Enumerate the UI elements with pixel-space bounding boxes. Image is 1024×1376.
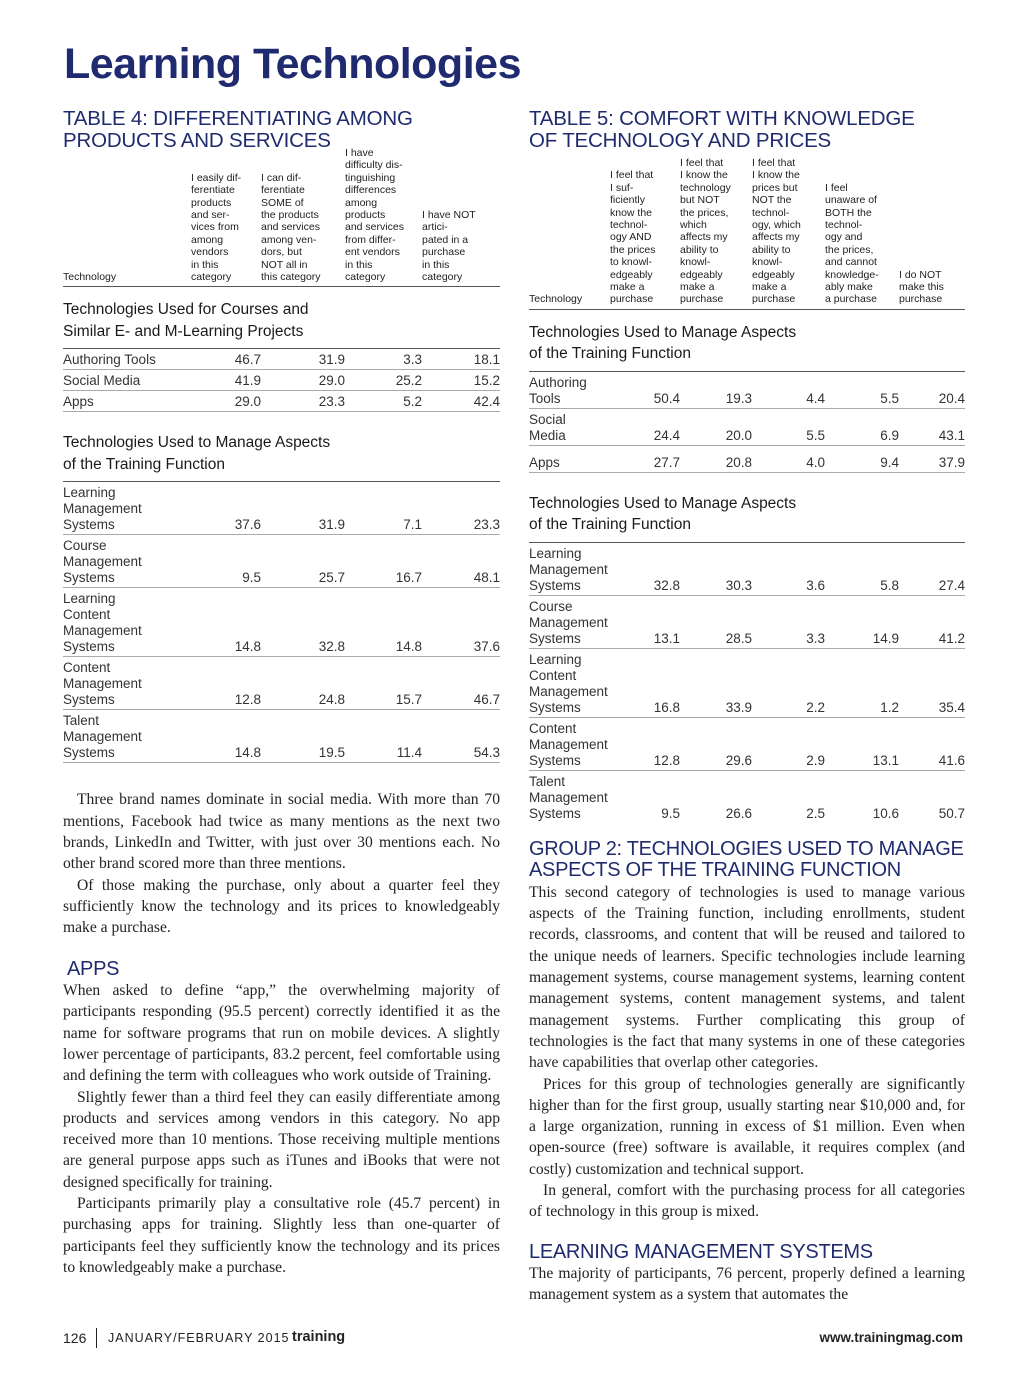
- cell: 12.8: [653, 752, 680, 768]
- cell: 5.5: [880, 390, 899, 406]
- cell: 3.3: [806, 630, 825, 646]
- paragraph: Prices for this group of technologies generally are significantly higher than for the first group, usually starting near $10,000 and, for a large organization, running in excess of $1 million. Even when open-source (free) software is available, it requires complex (and costly) customization and technical support.: [529, 1075, 965, 1178]
- table-4-header-difficulty: I have difficulty dis- tinguishing differences among products and services from differ- ent vendors in this category: [345, 147, 404, 284]
- row-label: Talent Management Systems: [63, 713, 142, 761]
- cell: 54.3: [473, 745, 500, 761]
- cell: 9.5: [242, 570, 261, 586]
- cell: 24.8: [318, 692, 345, 708]
- page-footer: [63, 1328, 963, 1352]
- paragraph: When asked to define “app,” the overwhelming majority of participants responding (95.5 percent) correctly identified it as the name for software programs that run on mobile devices. A slightly lower percentage of participants, 83.2 percent, feel comfortable using and defining the term with colleagues who work outside of Training.: [63, 982, 500, 1085]
- cell: 19.5: [318, 745, 345, 761]
- left-body-text: [63, 789, 500, 1278]
- cell: 33.9: [725, 699, 752, 715]
- cell: 46.7: [234, 352, 261, 368]
- row-label: Apps: [529, 454, 560, 470]
- table-5-header-know-both: I feel that I suf- ficiently know the technol- ogy AND the prices to knowl- edgeably make a purchase: [610, 169, 656, 306]
- cell: 23.3: [318, 394, 345, 410]
- cell: 23.3: [473, 517, 500, 533]
- cell: 4.4: [806, 390, 825, 406]
- table-row: [529, 771, 965, 823]
- cell: 7.1: [403, 517, 422, 533]
- cell: 20.0: [725, 427, 752, 443]
- footer-divider: [96, 1328, 97, 1348]
- table-5-header-technology: Technology: [529, 293, 583, 306]
- table-4-title: TABLE 4: DIFFERENTIATING AMONG PRODUCTS AND SERVICES: [63, 107, 413, 152]
- cell: 29.0: [234, 394, 261, 410]
- cell: 37.6: [234, 517, 261, 533]
- cell: 2.5: [806, 805, 825, 821]
- table-row: [63, 588, 500, 657]
- cell: 3.6: [806, 577, 825, 593]
- table-5-header-know-prices: I feel that I know the prices but NOT the technol- ogy, which affects my ability to knowl- edgeably make a purchase: [752, 157, 801, 306]
- lms-heading: LEARNING MANAGEMENT SYSTEMS: [529, 1240, 873, 1263]
- cell: 24.4: [653, 427, 680, 443]
- table-row: [63, 391, 500, 412]
- table-row: [529, 718, 965, 771]
- table-row: [529, 372, 965, 409]
- cell: 2.2: [806, 699, 825, 715]
- cell: 13.1: [872, 752, 899, 768]
- table-5-title: TABLE 5: COMFORT WITH KNOWLEDGE OF TECHNOLOGY AND PRICES: [529, 107, 915, 152]
- apps-heading: APPS: [67, 957, 120, 980]
- cell: 3.3: [403, 352, 422, 368]
- cell: 41.9: [234, 373, 261, 389]
- table-5-header-know-tech: I feel that I know the technology but NOT the prices, which affects my ability to knowl- edgeably make a purchase: [680, 157, 731, 306]
- table-4-header-not-participated: I have NOT artici- pated in a purchase in this category: [422, 209, 476, 284]
- row-label: Content Management Systems: [529, 720, 608, 768]
- table-row: [63, 535, 500, 588]
- cell: 14.8: [234, 639, 261, 655]
- cell: 35.4: [938, 699, 965, 715]
- table-row: [529, 446, 965, 473]
- cell: 25.2: [395, 373, 422, 389]
- row-label: Learning Content Management Systems: [529, 651, 608, 715]
- cell: 43.1: [938, 427, 965, 443]
- table-row: [529, 596, 965, 649]
- cell: 18.1: [473, 352, 500, 368]
- table-4-header-some: I can dif- ferentiate SOME of the products and services among ven- dors, but NOT all in this category: [261, 171, 321, 284]
- cell: 14.9: [872, 630, 899, 646]
- right-column: [529, 108, 965, 1306]
- cell: 20.4: [938, 390, 965, 406]
- row-label: Learning Management Systems: [63, 485, 142, 533]
- cell: 37.6: [473, 639, 500, 655]
- paragraph: Participants primarily play a consultative role (45.7 percent) in purchasing apps for training. Slightly less than one-quarter of participants feel they sufficiently know the technology and its prices to knowledgeably make a purchase.: [63, 1195, 500, 1276]
- paragraph: This second category of technologies is used to manage various aspects of the Training function, including enrollments, student records, classrooms, and content that will be reused and tailored to the unique needs of learners. Specific technologies include learning management systems, course management systems, learning content management systems, content management systems, and talent management systems. Further complicating this group of technologies is the fact that many systems in one of these categories have capabilities that overlap other categories.: [529, 883, 965, 1072]
- table-row: [63, 710, 500, 763]
- cell: 20.8: [725, 454, 752, 470]
- paragraph: In general, comfort with the purchasing process for all categories of technology in this group is mixed.: [529, 1182, 965, 1221]
- cell: 29.0: [318, 373, 345, 389]
- table-5-section-2-title: Technologies Used to Manage Aspects of the Training Function: [529, 493, 965, 543]
- row-label: Talent Management Systems: [529, 773, 608, 821]
- table-row: [529, 649, 965, 718]
- cell: 14.8: [395, 639, 422, 655]
- row-label: Apps: [63, 394, 94, 410]
- cell: 15.2: [473, 373, 500, 389]
- table-row: [529, 543, 965, 596]
- cell: 6.9: [880, 427, 899, 443]
- row-label: Course Management Systems: [529, 598, 608, 646]
- cell: 5.8: [880, 577, 899, 593]
- table-row: [529, 409, 965, 446]
- table-4-header-easily: I easily dif- ferentiate products and ser- vices from among vendors in this category: [191, 171, 242, 284]
- cell: 27.4: [938, 577, 965, 593]
- table-row: [63, 657, 500, 710]
- cell: 32.8: [653, 577, 680, 593]
- issue-date: JANUARY/FEBRUARY 2015: [108, 1331, 290, 1345]
- cell: 41.2: [938, 630, 965, 646]
- row-label: Content Management Systems: [63, 660, 142, 708]
- cell: 2.9: [806, 752, 825, 768]
- magazine-brand: training: [292, 1329, 346, 1345]
- row-label: Authoring Tools: [63, 352, 156, 368]
- cell: 28.5: [725, 630, 752, 646]
- cell: 29.6: [725, 752, 752, 768]
- cell: 48.1: [473, 570, 500, 586]
- page-number: 126: [63, 1330, 87, 1346]
- row-label: Social Media: [529, 411, 566, 443]
- row-label: Authoring Tools: [529, 374, 587, 406]
- cell: 5.2: [403, 394, 422, 410]
- cell: 41.6: [938, 752, 965, 768]
- cell: 25.7: [318, 570, 345, 586]
- cell: 9.5: [661, 805, 680, 821]
- table-5-header-no-purchase: I do NOT make this purchase: [899, 268, 944, 306]
- table-4: [63, 108, 500, 763]
- table-5-header: [529, 157, 965, 310]
- cell: 16.7: [395, 570, 422, 586]
- paragraph: Three brand names dominate in social media. With more than 70 mentions, Facebook had twice as many mentions as the next two brands, LinkedIn and Twitter, with just over 30 mentions each. No other brand scored more than three mentions.: [63, 791, 500, 873]
- table-4-section-1-title: Technologies Used for Courses and Similar E- and M-Learning Projects: [63, 299, 500, 349]
- paragraph: Slightly fewer than a third feel they can easily differentiate among products and services among vendors in this category. No app received more than 10 mentions. Those receiving multiple mentions are general purpose apps such as iTunes and iBooks that were not designed specifically for training.: [63, 1088, 500, 1191]
- row-label: Course Management Systems: [63, 538, 142, 586]
- website-url: www.trainingmag.com: [819, 1330, 963, 1345]
- cell: 4.0: [806, 454, 825, 470]
- cell: 26.6: [725, 805, 752, 821]
- cell: 50.4: [653, 390, 680, 406]
- paragraph: Of those making the purchase, only about a quarter feel they sufficiently know the technology and its prices to knowledgeably make a purchase.: [63, 876, 500, 937]
- cell: 50.7: [938, 805, 965, 821]
- cell: 27.7: [653, 454, 680, 470]
- table-row: [63, 370, 500, 391]
- cell: 16.8: [653, 699, 680, 715]
- cell: 19.3: [725, 390, 752, 406]
- cell: 15.7: [395, 692, 422, 708]
- table-row: [63, 349, 500, 370]
- paragraph: The majority of participants, 76 percent, properly defined a learning management system as a system that automates the: [529, 1265, 965, 1304]
- cell: 14.8: [234, 745, 261, 761]
- cell: 30.3: [725, 577, 752, 593]
- table-5: [529, 108, 965, 823]
- table-5-header-unaware: I feel unaware of BOTH the technol- ogy and the prices, and cannot knowledge- ably make a purchase: [825, 181, 879, 306]
- table-4-header: [63, 147, 500, 287]
- table-4-section-2-title: Technologies Used to Manage Aspects of the Training Function: [63, 432, 500, 482]
- cell: 46.7: [473, 692, 500, 708]
- cell: 13.1: [653, 630, 680, 646]
- cell: 31.9: [318, 517, 345, 533]
- right-body-text: [529, 839, 965, 1306]
- row-label: Learning Content Management Systems: [63, 591, 142, 655]
- cell: 11.4: [396, 745, 422, 761]
- page-title: Learning Technologies: [64, 40, 521, 88]
- row-label: Learning Management Systems: [529, 545, 608, 593]
- cell: 31.9: [318, 352, 345, 368]
- group-2-heading: GROUP 2: TECHNOLOGIES USED TO MANAGE ASPECTS OF THE TRAINING FUNCTION: [529, 837, 964, 882]
- table-row: [63, 482, 500, 535]
- cell: 1.2: [880, 699, 899, 715]
- cell: 32.8: [318, 639, 345, 655]
- cell: 10.6: [872, 805, 899, 821]
- row-label: Social Media: [63, 373, 141, 389]
- table-5-section-1-title: Technologies Used to Manage Aspects of the Training Function: [529, 322, 965, 372]
- cell: 5.5: [806, 427, 825, 443]
- cell: 42.4: [473, 394, 500, 410]
- left-column: [63, 108, 500, 1278]
- table-4-header-technology: Technology: [63, 271, 117, 284]
- cell: 12.8: [234, 692, 261, 708]
- cell: 9.4: [880, 454, 899, 470]
- cell: 37.9: [938, 454, 965, 470]
